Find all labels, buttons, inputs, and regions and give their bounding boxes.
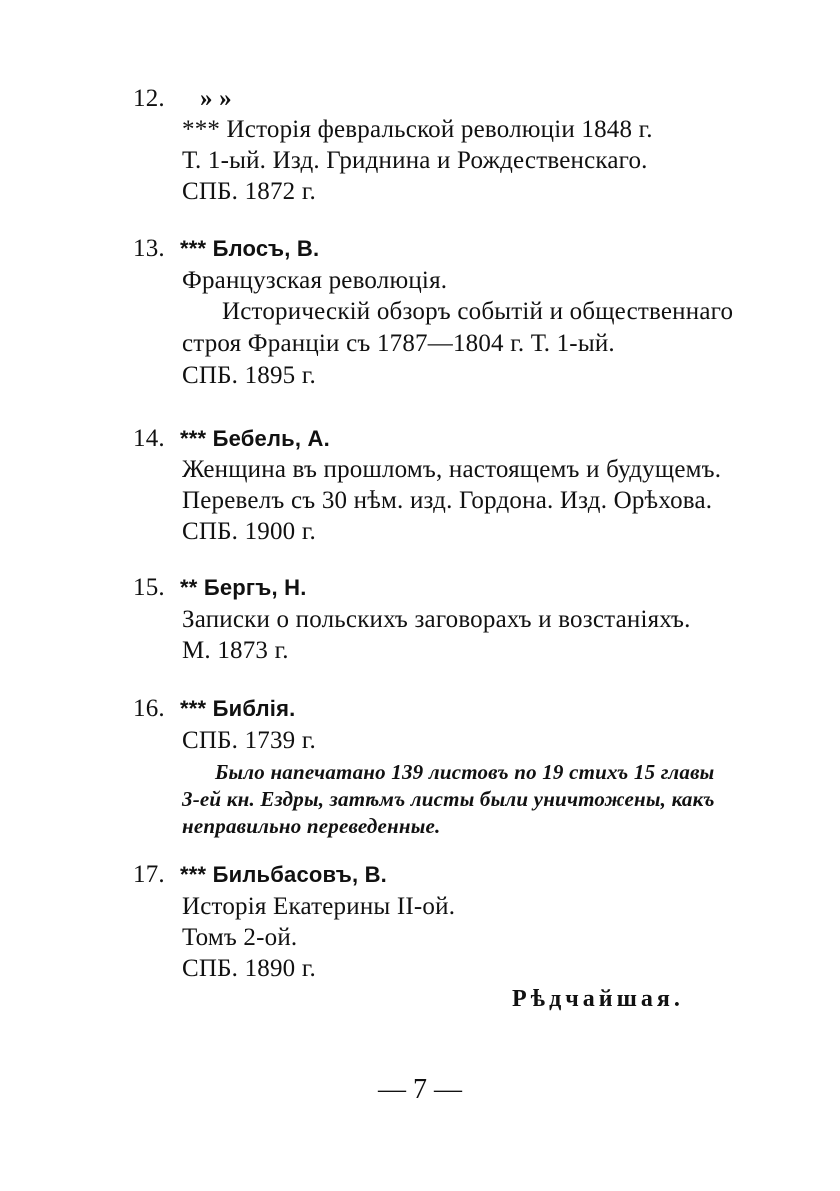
entry-line: Томъ 2-ой. [182, 924, 298, 951]
entry-line: СПБ. 1890 г. [182, 955, 316, 982]
rarity-remark: Рѣдчайшая. [512, 986, 684, 1012]
entry-number: 16. [133, 695, 165, 722]
entry-number: 17. [133, 861, 165, 888]
entry-note-line: Было напечатано 139 листовъ по 19 стихъ 15 главы [215, 760, 715, 784]
ditto-marks: » » [200, 85, 232, 112]
entry-line: СПБ. 1895 г. [182, 362, 316, 389]
entry-line: Исторія Екатерины II-ой. [182, 893, 456, 920]
entry-line: Французская революція. [182, 267, 448, 294]
page-number: — 7 — [378, 1074, 462, 1105]
entry-line: строя Франціи съ 1787—1804 г. Т. 1-ый. [182, 330, 615, 357]
entry-line: *** Исторія февральской революціи 1848 г. [182, 116, 653, 143]
entry-note-line: неправильно переведенные. [182, 814, 441, 838]
entry-line: Т. 1-ый. Изд. Гриднина и Рождественскаго. [182, 147, 648, 174]
entry-line: Записки о польскихъ заговорахъ и возстаніяхъ. [182, 606, 691, 633]
entry-line: Перевелъ съ 30 нѣм. изд. Гордона. Изд. Орѣхова. [182, 487, 713, 514]
entry-author: *** Библія. [180, 696, 296, 721]
entry-line: СПБ. 1872 г. [182, 178, 316, 205]
entry-line: СПБ. 1900 г. [182, 518, 316, 545]
entry-line: СПБ. 1739 г. [182, 727, 316, 754]
entry-number: 12. [133, 85, 165, 112]
entry-author: *** Блосъ, В. [180, 236, 320, 261]
entry-note-line: 3-ей кн. Ездры, затѣмъ листы были уничтожены, какъ [182, 787, 715, 811]
entry-number: 14. [133, 425, 165, 452]
entry-number: 13. [133, 235, 165, 262]
entry-author: *** Бильбасовъ, В. [180, 862, 387, 887]
entry-line: Женщина въ прошломъ, настоящемъ и будущемъ. [182, 456, 722, 483]
entry-author: ** Бергъ, Н. [180, 575, 307, 600]
entry-author: *** Бебель, А. [180, 426, 330, 451]
entry-line: Историческій обзоръ событій и общественнаго [222, 298, 734, 325]
entry-line: М. 1873 г. [182, 637, 289, 664]
entry-number: 15. [133, 574, 165, 601]
